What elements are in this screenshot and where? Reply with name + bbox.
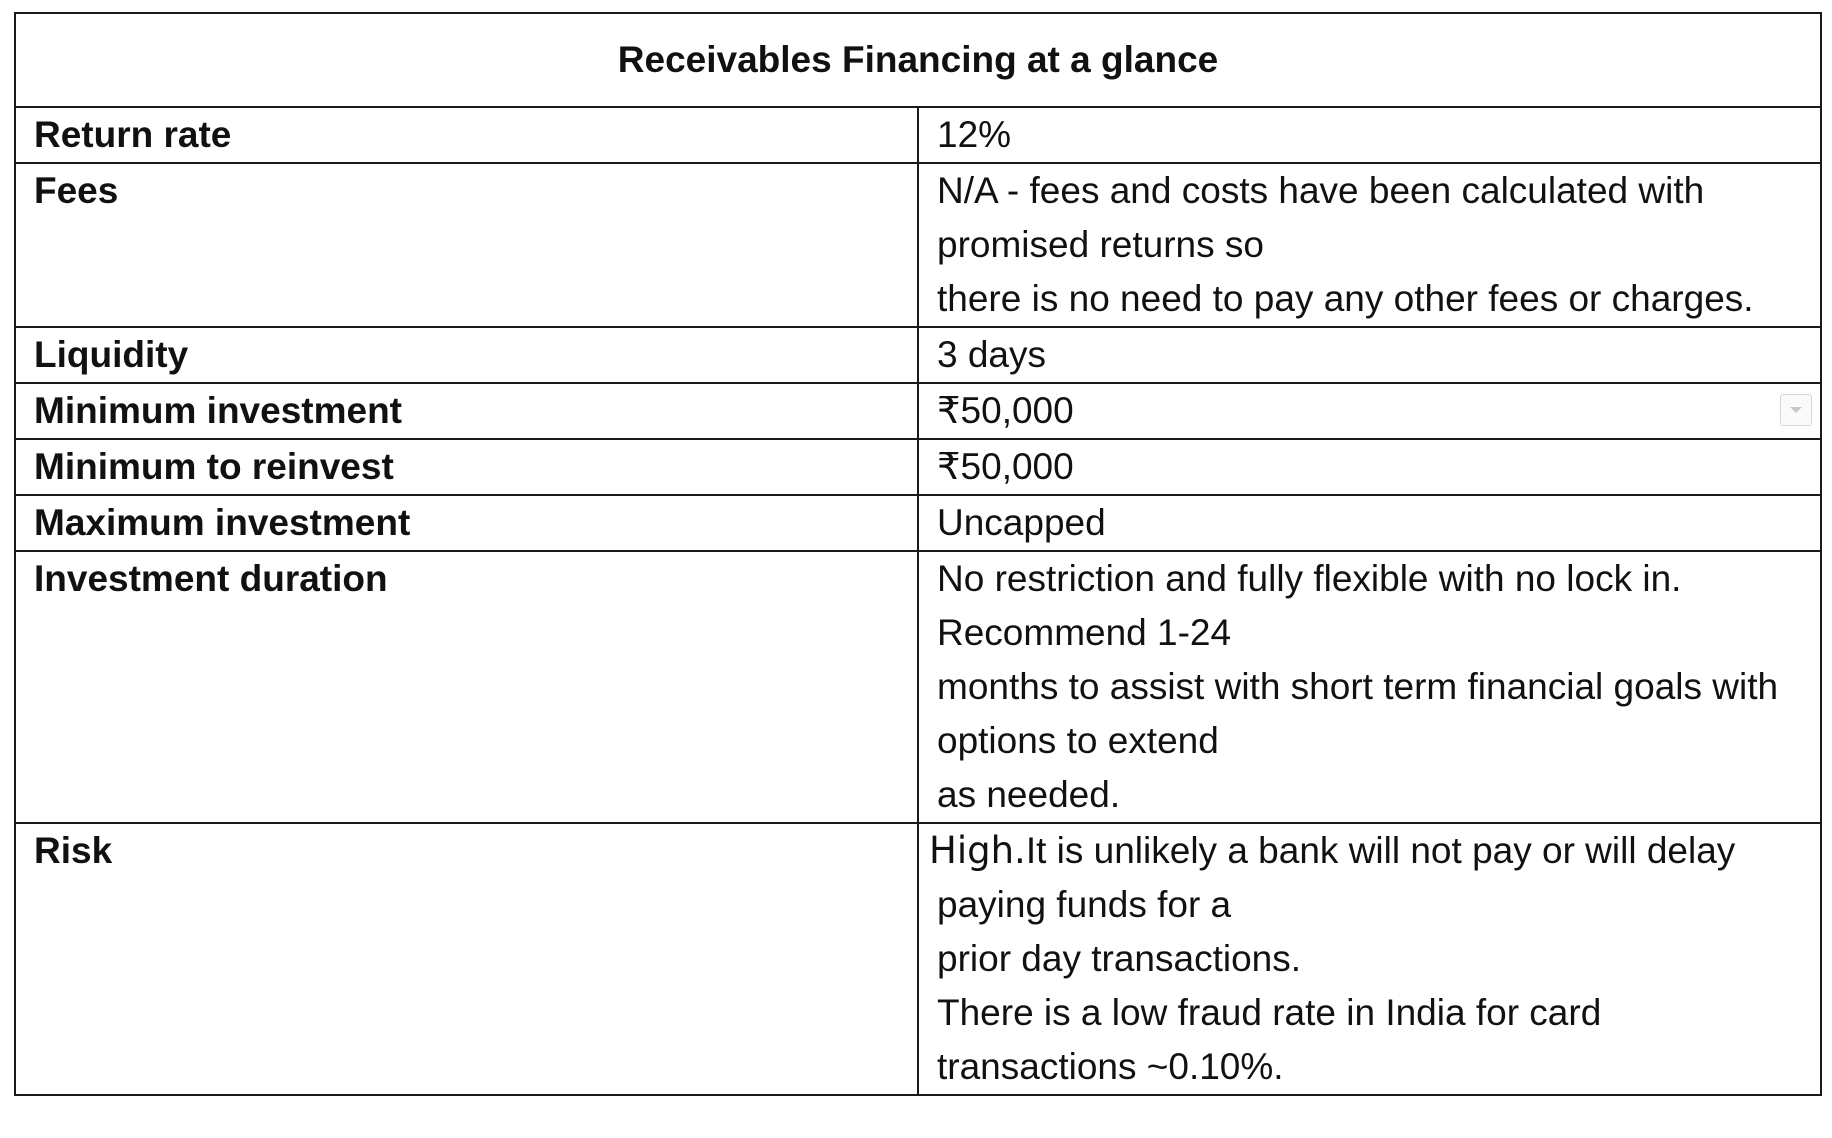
value-line: as needed.: [937, 774, 1121, 815]
row-label: Risk: [15, 823, 918, 1095]
row-label: Return rate: [15, 107, 918, 163]
row-value: [918, 823, 1821, 1095]
table-row: [15, 107, 1821, 163]
value-line: There is a low fraud rate in India for card transactions ~0.10%.: [937, 992, 1602, 1087]
value-line: ₹50,000: [937, 446, 1074, 487]
value-line: 3 days: [937, 334, 1047, 375]
row-label: Fees: [15, 163, 918, 327]
table-row: [15, 163, 1821, 327]
table-row: [15, 495, 1821, 551]
table-row: [15, 823, 1821, 1095]
value-line: months to assist with short term financial goals with options to extend: [937, 666, 1779, 761]
title-row: [15, 13, 1821, 107]
value-line: No restriction and fully flexible with no lock in. Recommend 1-24: [937, 558, 1682, 653]
value-line-text: It is unlikely a bank will not pay or will delay paying funds for a: [937, 830, 1736, 925]
row-label: Investment duration: [15, 551, 918, 823]
row-value: [918, 383, 1821, 439]
row-value: [918, 107, 1821, 163]
value-line: N/A - fees and costs have been calculated with promised returns so: [937, 170, 1705, 265]
row-label: Minimum investment: [15, 383, 918, 439]
risk-level: High.: [929, 829, 1026, 872]
table-row: [15, 383, 1821, 439]
glance-table: [14, 12, 1822, 1096]
glance-sheet: [14, 12, 1822, 1096]
table-row: [15, 439, 1821, 495]
table-row: [15, 551, 1821, 823]
row-value: [918, 551, 1821, 823]
table-title: Receivables Financing at a glance: [15, 13, 1821, 107]
value-line: [929, 824, 1802, 932]
row-value: [918, 439, 1821, 495]
value-line: ₹50,000: [937, 390, 1074, 431]
value-line: prior day transactions.: [937, 938, 1302, 979]
table-row: [15, 327, 1821, 383]
row-label: Liquidity: [15, 327, 918, 383]
value-line: Uncapped: [937, 502, 1106, 543]
chevron-down-icon[interactable]: [1780, 394, 1812, 426]
row-value: [918, 495, 1821, 551]
row-label: Minimum to reinvest: [15, 439, 918, 495]
row-label: Maximum investment: [15, 495, 918, 551]
value-line: 12%: [937, 114, 1012, 155]
row-value: [918, 163, 1821, 327]
value-line: there is no need to pay any other fees or charges.: [937, 278, 1754, 319]
row-value: [918, 327, 1821, 383]
